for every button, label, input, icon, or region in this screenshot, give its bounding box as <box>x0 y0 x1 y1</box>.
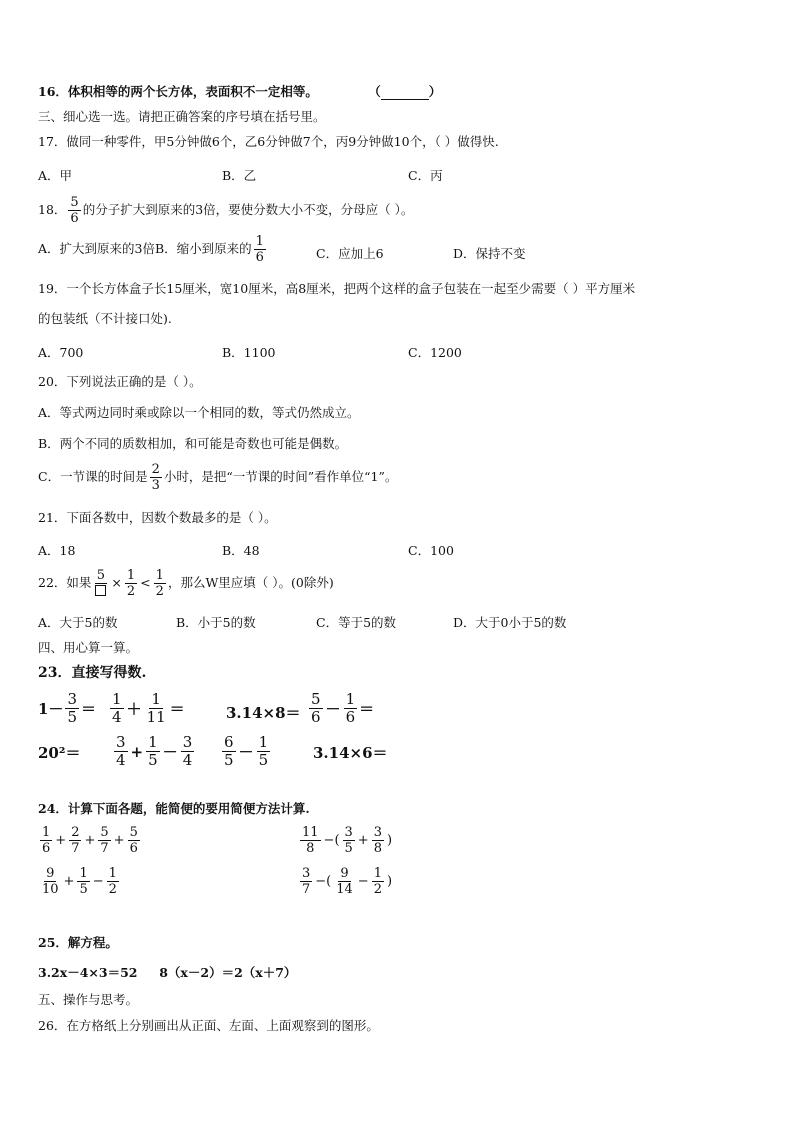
question-18 <box>38 195 413 225</box>
q24-expr-3: $\frac{9}{10}$ + $\frac{1}{5}$ − $\frac{1}{2}$ <box>42 866 117 897</box>
q18-option-ab-text: A．扩大到原来的3倍B．缩小到原来的 <box>38 241 252 256</box>
q17-option-a[interactable]: A．甲 <box>38 168 73 183</box>
q22-fraction-2: $\frac{1}{2}$ <box>126 568 136 599</box>
q23-r2c3: $\frac{6}{5}$ － $\frac{1}{5}$ <box>224 733 269 769</box>
q19-option-a[interactable]: A．700 <box>38 345 84 360</box>
q20-option-c-post: 小时，是把“一节课的时间”看作单位“1”。 <box>163 469 398 484</box>
question-26: 26．在方格纸上分别画出从正面、左面、上面观察到的图形。 <box>38 1018 379 1033</box>
q25-equations: 3.2x－4×3＝52 8（x－2）＝2（x＋7） <box>38 965 297 980</box>
q20-option-a[interactable]: A．等式两边同时乘或除以一个相同的数，等式仍然成立。 <box>38 405 360 420</box>
q21-option-c[interactable]: C．100 <box>408 543 454 558</box>
question-21: 21．下面各数中，因数个数最多的是（ ）。 <box>38 510 277 525</box>
question-25-title: 25．解方程。 <box>38 935 118 950</box>
question-16-text: 16．体积相等的两个长方体，表面积不一定相等。 <box>38 84 318 99</box>
q22-pre: 22．如果 <box>38 575 92 590</box>
q24-expr-4: $\frac{3}{7}$ −( $\frac{9}{14}$ − $\frac{1}{2}$ ) <box>302 866 393 897</box>
q19-option-c[interactable]: C．1200 <box>408 345 462 360</box>
q22-option-b[interactable]: B．小于5的数 <box>176 615 256 630</box>
question-17: 17．做同一种零件，甲5分钟做6个，乙6分钟做7个，丙9分钟做10个，（ ）做得快. <box>38 134 499 149</box>
q22-option-d[interactable]: D．大于0小于5的数 <box>453 615 567 630</box>
q22-post: ，那么W里应填（ ）。(0除外) <box>167 575 334 590</box>
q18-option-d[interactable]: D．保持不变 <box>453 246 526 261</box>
q21-option-a[interactable]: A．18 <box>38 543 76 558</box>
q23-r2c4: 3.14×6＝ <box>313 744 388 762</box>
q23-r1c3: 3.14×8＝ <box>226 704 301 722</box>
question-16 <box>38 84 441 100</box>
q20-option-c-fraction: $\frac{2}{3}$ <box>151 462 160 493</box>
paren-open: （ <box>368 84 381 99</box>
q23-r2c2: $\frac{3}{4}$ + $\frac{1}{5}$ － $\frac{3}{4}$ <box>116 733 193 769</box>
q22-option-c[interactable]: C．等于5的数 <box>316 615 397 630</box>
question-20: 20．下列说法正确的是（ ）。 <box>38 374 202 389</box>
q18-text: 的分子扩大到原来的3倍，要使分数大小不变，分母应（ ）。 <box>82 202 414 217</box>
question-22: 22．如果 5 × $\frac{1}{2}$ < $\frac{1}{2}$ ，那么W里应填（ ）。(0除外) <box>38 567 334 599</box>
q23-r1c4: $\frac{5}{6}$ － $\frac{1}{6}$ ＝ <box>311 690 375 726</box>
q24-expr-2: $\frac{11}{8}$ −( $\frac{3}{5}$ + $\frac{3}{8}$ ) <box>302 825 393 856</box>
paren-close: ） <box>428 84 442 99</box>
section-3-heading: 三、细心选一选。请把正确答案的序号填在括号里。 <box>38 109 326 124</box>
q18-option-c[interactable]: C．应加上6 <box>316 246 384 261</box>
q23-r2c1: 20²＝ <box>38 744 81 762</box>
q22-fraction-3: $\frac{1}{2}$ <box>155 568 164 599</box>
q18-option-b-fraction: $\frac{1}{6}$ <box>255 234 264 265</box>
q20-option-b[interactable]: B．两个不同的质数相加，和可能是奇数也可能是偶数。 <box>38 436 348 451</box>
q19-option-b[interactable]: B．1100 <box>222 345 276 360</box>
blank-box[interactable] <box>95 585 106 596</box>
q20-option-c-pre: C．一节课的时间是 <box>38 469 148 484</box>
q18-number: 18． <box>38 202 67 217</box>
q20-option-c[interactable] <box>38 461 397 493</box>
answer-blank-16[interactable] <box>381 87 429 100</box>
q24-expr-1: $\frac{1}{6}$ + $\frac{2}{7}$ + $\frac{5}{7}$ + $\frac{5}{6}$ <box>42 825 138 856</box>
q22-fraction-1: 5 <box>93 569 108 599</box>
question-24-title: 24．计算下面各题，能简便的要用简便方法计算. <box>38 801 310 816</box>
question-19-line2: 的包装纸（不计接口处). <box>38 311 172 326</box>
section-4-heading: 四、用心算一算。 <box>38 640 139 655</box>
question-19-line1: 19．一个长方体盒子长15厘米，宽10厘米，高8厘米，把两个这样的盒子包装在一起至少需要（ ）平方厘米 <box>38 281 636 296</box>
q23-r1c1: 1－ $\frac{3}{5}$ ＝ <box>38 690 96 726</box>
q21-option-b[interactable]: B．48 <box>222 543 260 558</box>
section-5-heading: 五、操作与思考。 <box>38 992 139 1007</box>
q17-option-b[interactable]: B．乙 <box>222 168 257 183</box>
q17-option-c[interactable]: C．丙 <box>408 168 443 183</box>
q18-option-ab[interactable] <box>38 234 268 264</box>
q22-option-a[interactable]: A．大于5的数 <box>38 615 118 630</box>
q18-fraction: $\frac{5}{6}$ <box>70 195 79 226</box>
q23-r1c2: $\frac{1}{4}$ ＋ $\frac{1}{11}$ ＝ <box>112 690 185 726</box>
question-23-title: 23．直接写得数. <box>38 665 147 681</box>
